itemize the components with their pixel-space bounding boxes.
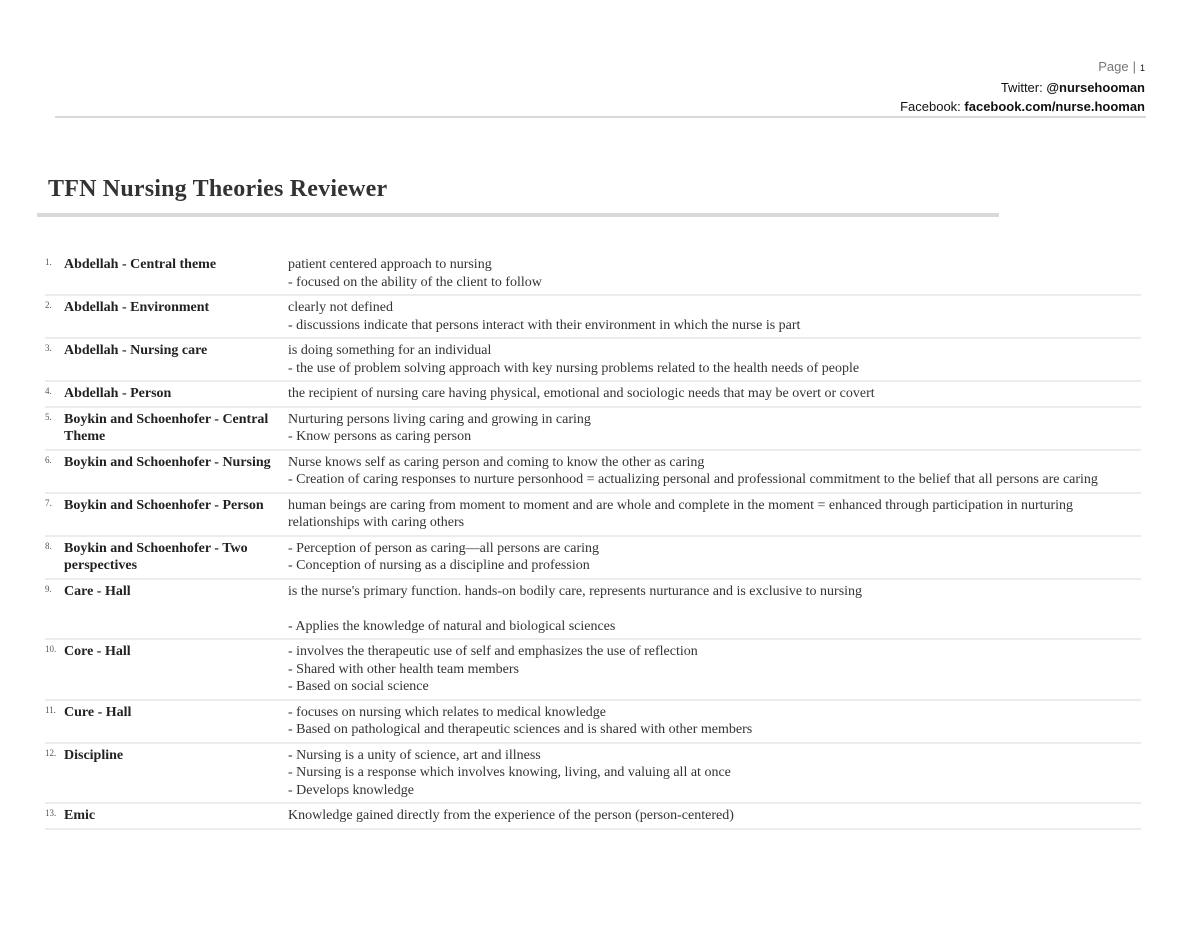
list-item	[45, 382, 1141, 408]
item-number: 6.	[45, 454, 52, 465]
definition-line: is doing something for an individual	[288, 343, 492, 358]
list-item	[45, 494, 1141, 537]
term-label: Discipline	[64, 747, 124, 763]
item-number: 10.	[45, 644, 57, 654]
definition-line: - Nursing is a unity of science, art and illness	[288, 747, 541, 763]
definition-line: - Nursing is a response which involves knowing, living, and valuing all at once	[288, 765, 731, 780]
term-definition	[288, 704, 1141, 739]
title-divider	[37, 213, 999, 217]
item-number: 4.	[45, 386, 52, 396]
twitter-handle: @nursehooman	[1046, 80, 1145, 95]
term-definition	[288, 256, 1141, 291]
definition-line: human beings are caring from moment to moment and are whole and complete in the moment = enhanced through participation in nurturing relationships with caring others	[288, 497, 1074, 530]
definition-line: Nurse knows self as caring person and coming to know the other as caring	[288, 454, 705, 470]
list-item	[45, 296, 1141, 339]
item-number: 13.	[45, 808, 57, 818]
term-label: Emic	[64, 808, 96, 823]
list-item	[45, 804, 1141, 830]
definition-line: - Conception of nursing as a discipline and profession	[288, 558, 590, 573]
item-number: 1.	[45, 257, 52, 267]
term-label: Abdellah - Environment	[64, 300, 210, 315]
item-number: 8.	[45, 540, 52, 551]
term-label: Core - Hall	[64, 644, 131, 659]
term-definition	[288, 411, 1141, 446]
definition-line: - the use of problem solving approach with key nursing problems related to the health needs of people	[288, 360, 860, 376]
term-label: Boykin and Schoenhofer - Central Theme	[64, 411, 269, 444]
list-item	[45, 701, 1141, 744]
item-number: 7.	[45, 497, 52, 508]
list-item	[45, 339, 1141, 382]
term-label: Abdellah - Person	[64, 386, 172, 401]
term-label: Boykin and Schoenhofer - Nursing	[64, 454, 271, 470]
header-divider	[55, 116, 1146, 118]
item-number: 11.	[45, 704, 56, 715]
term-definition	[288, 540, 1141, 575]
page-label: Page	[1098, 59, 1129, 74]
item-number: 9.	[45, 583, 52, 594]
facebook-line	[900, 97, 1145, 116]
definition-line: is the nurse's primary function. hands-on bodily care, represents nurturance and is exclusive to nursing	[288, 583, 863, 599]
definition-line: patient centered approach to nursing	[288, 257, 492, 272]
definition-line: clearly not defined	[288, 300, 393, 315]
definition-line: Knowledge gained directly from the experience of the person (person-centered)	[288, 808, 734, 823]
list-item	[45, 744, 1141, 805]
term-definition	[288, 299, 1141, 334]
twitter-label: Twitter:	[1000, 80, 1043, 95]
term-label: Abdellah - Nursing care	[64, 343, 208, 358]
list-item	[45, 253, 1141, 296]
terms-list	[45, 253, 1141, 830]
definition-line: - Based on pathological and therapeutic sciences and is shared with other members	[288, 722, 753, 737]
facebook-url: facebook.com/nurse.hooman	[964, 99, 1145, 114]
page-header	[900, 57, 1145, 116]
list-item	[45, 408, 1141, 451]
page-number-line	[900, 57, 1145, 78]
term-definition	[288, 583, 1141, 636]
list-item	[45, 580, 1141, 641]
term-definition	[288, 643, 1141, 696]
twitter-line	[900, 78, 1145, 97]
facebook-label: Facebook:	[900, 99, 961, 114]
definition-line: Nurturing persons living caring and growing in caring	[288, 411, 591, 427]
term-definition	[288, 454, 1141, 489]
term-label: Cure - Hall	[64, 704, 132, 720]
term-definition	[288, 342, 1141, 377]
page-separator: |	[1132, 59, 1136, 74]
list-item	[45, 537, 1141, 580]
definition-line	[288, 600, 1141, 618]
term-label: Care - Hall	[64, 583, 131, 599]
item-number: 3.	[45, 343, 52, 353]
list-item	[45, 451, 1141, 494]
term-definition	[288, 385, 1141, 403]
definition-line: the recipient of nursing care having physical, emotional and sociologic needs that may be overt or covert	[288, 386, 875, 401]
definition-line: - Develops knowledge	[288, 782, 414, 798]
definition-line: - focused on the ability of the client to follow	[288, 274, 542, 290]
item-number: 12.	[45, 747, 57, 758]
term-label: Boykin and Schoenhofer - Person	[64, 497, 264, 513]
term-definition	[288, 807, 1141, 825]
term-label: Boykin and Schoenhofer - Two perspectives	[64, 540, 248, 573]
definition-line: - Shared with other health team members	[288, 661, 519, 677]
item-number: 2.	[45, 300, 52, 310]
definition-line: - involves the therapeutic use of self and emphasizes the use of reflection	[288, 644, 698, 659]
item-number: 5.	[45, 411, 52, 422]
term-definition	[288, 497, 1141, 532]
definition-line: - Applies the knowledge of natural and biological sciences	[288, 618, 616, 634]
term-label: Abdellah - Central theme	[64, 257, 217, 272]
definition-line: - Know persons as caring person	[288, 429, 472, 444]
definition-line: - Perception of person as caring—all persons are caring	[288, 540, 599, 556]
definition-line: - discussions indicate that persons interact with their environment in which the nurse is part	[288, 317, 801, 333]
definition-line: - Creation of caring responses to nurture personhood = actualizing personal and professional commitment to the belief that all persons are caring	[288, 472, 1098, 487]
page-number: 1	[1139, 63, 1145, 73]
definition-line: - Based on social science	[288, 679, 429, 694]
document-title: TFN Nursing Theories Reviewer	[48, 176, 388, 202]
definition-line: - focuses on nursing which relates to medical knowledge	[288, 704, 607, 720]
term-definition	[288, 747, 1141, 800]
list-item	[45, 640, 1141, 701]
